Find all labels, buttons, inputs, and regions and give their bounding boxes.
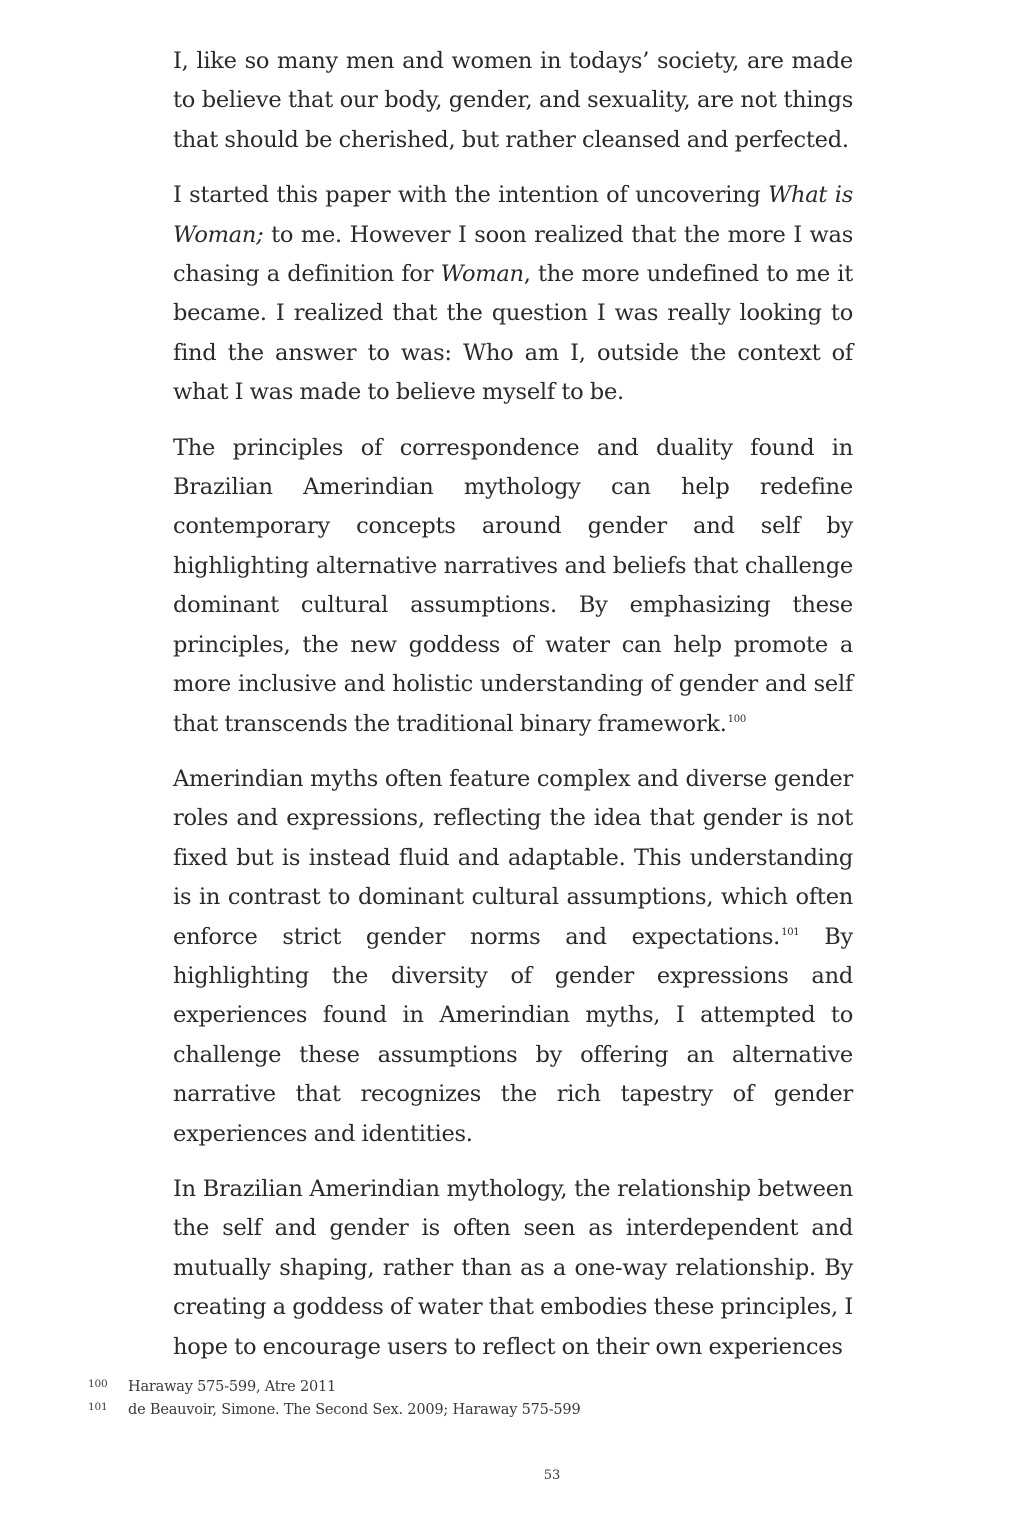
paragraph	[173, 429, 853, 744]
text-run: In Brazilian Amerindian mythology, the relationship between the self and gender is often seen as interdependent and mutually shaping, rather than as a one-way relationship. By creating a goddess of water that embodies these principles, I hope to encourage users to reflect on their own experiences	[173, 1175, 853, 1360]
footnote-number: 101	[88, 1401, 108, 1413]
text-run: to me. However I soon realized that the more I was chasing a definition for	[173, 221, 853, 288]
footnotes	[88, 1376, 888, 1422]
paragraph	[173, 1170, 853, 1367]
footnote	[88, 1399, 888, 1422]
italic-text: What is Woman;	[173, 182, 853, 248]
text-run: Amerindian myths often feature complex and diverse gender roles and expressions, reflecting the idea that gender is not fixed but is instead fluid and adaptable. This understanding is in contrast to dominant cultural assumptions, which often enforce strict gender norms and expectations.	[173, 765, 853, 950]
text-run: The principles of correspondence and duality found in Brazilian Amerindian mythology can help redefine contemporary concepts around gender and self by highlighting alternative narratives and beliefs that challenge dominant cultural assumptions. By emphasizing these principles, the new goddess of water can help promote a more inclusive and holistic understanding of gender and self that transcends the traditional binary framework.	[173, 434, 853, 737]
footnote-reference: 100	[727, 714, 746, 725]
italic-text: Woman	[440, 261, 524, 288]
footnote-text: de Beauvoir, Simone. The Second Sex. 2009; Haraway 575-599	[128, 1402, 581, 1418]
text-run: , the more undefined to me it became. I realized that the question I was really looking to find the answer to was: Who am I, outside the context of what I was made to believe myself to be.	[173, 261, 854, 406]
paragraph	[173, 42, 853, 160]
footnote	[88, 1376, 888, 1399]
body-text	[173, 42, 853, 1383]
footnote-number: 100	[88, 1378, 108, 1390]
paragraph	[173, 760, 853, 1154]
footnote-text: Haraway 575-599, Atre 2011	[128, 1379, 337, 1395]
paragraph	[173, 176, 853, 412]
text-run: By highlighting the diversity of gender expressions and experiences found in Amerindian myths, I attempted to challenge these assumptions by offering an alternative narrative that recognizes the rich tapestry of gender experiences and identities.	[173, 923, 853, 1147]
footnote-reference: 101	[781, 927, 800, 939]
text-run: I, like so many men and women in todays’ society, are made to believe that our body, gender, and sexuality, are not things that should be cherished, but rather cleansed and perfected.	[173, 48, 853, 153]
page-number: 53	[543, 1468, 561, 1483]
text-run: I started this paper with the intention of uncovering	[173, 182, 769, 209]
